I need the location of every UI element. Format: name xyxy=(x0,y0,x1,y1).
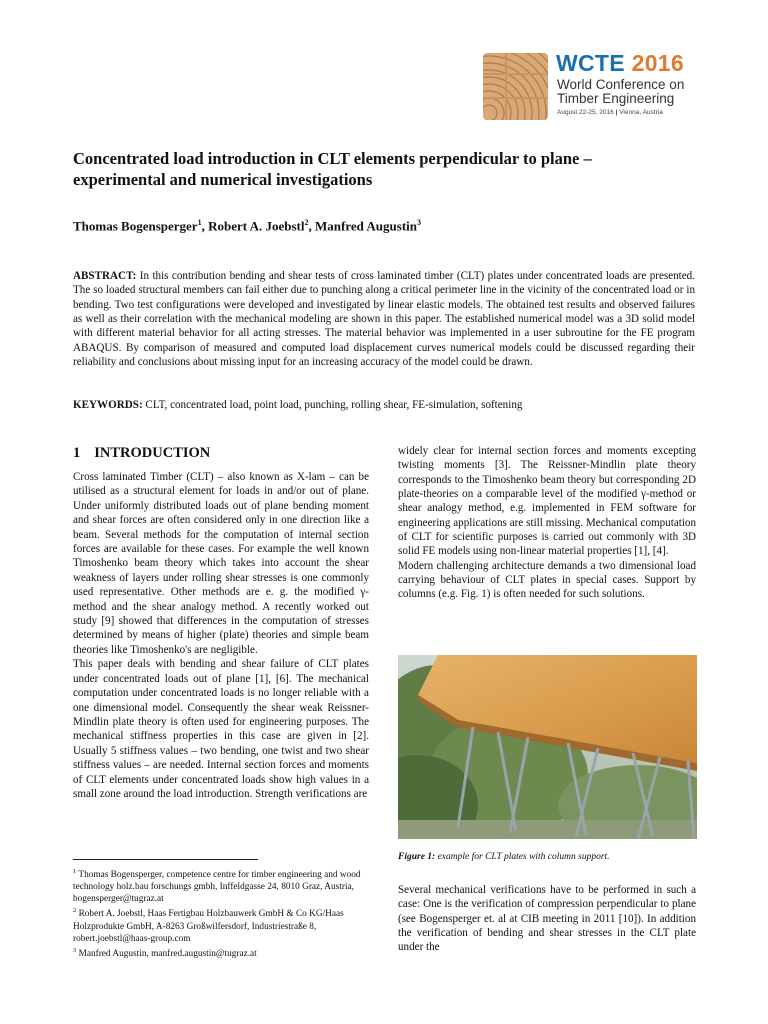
keywords: KEYWORDS: CLT, concentrated load, point load, punching, rolling shear, FE-simulation, softening xyxy=(73,399,523,411)
right-column xyxy=(398,444,696,602)
paragraph: This paper deals with bending and shear failure of CLT plates under concentrated loads out of plane [1], [6]. The mechanical computation under concentrated loads is no longer reliable with a one dimensional model. Consequently the shear weak Reissner-Mindlin plate theory is often used for engineering purposes. The mechanical stiffness properties in this case are given in [2]. Usually 5 stiffness values – two bending, one twist and two shear stiffness values – are needed. Internal section forces and moments of CLT elements under concentrated loads show high values in a small zone around the load introduction. Strength verifications are xyxy=(73,658,369,800)
logo-title: WCTE 2016 xyxy=(556,50,684,76)
paragraph: widely clear for internal section forces and moments excepting twisting moments [3]. The Reissner-Mindlin plate theory corresponds to the Timoshenko beam theory but corresponding 2D plate-theories on a comparable level of the modified γ-method or shear analogy method, e.g. implemented in FEM software for engineering applications are still missing. Mechanical computation of CLT for scientific purposes is carried out commonly with 3D solid FE models using non-linear material properties [1], [4]. xyxy=(398,445,696,558)
figure-1-photo xyxy=(398,655,697,839)
paragraph: Several mechanical verifications have to be performed in such a case: One is the verification of compression perpendicular to plane (see Bogensperger et. al at CIB meeting in 2011 [10]). In addition the verification of bending and shear stresses in the CLT plate under the xyxy=(398,884,696,954)
wcte-logo-icon xyxy=(483,53,548,120)
paragraph: Cross laminated Timber (CLT) – also known as X-lam – can be utilised as a structural element for loads in and/or out of plane. Under uniformly distributed loads out of plane bending moment and shear forces are often considered only in one direction like a beam. Several methods for the computation of internal section forces are available for these cases. For example the well known Timoshenko beam theory which takes into account the shear weakness of layers under rolling shear stresses is one commonly used representative. Other methods are e. g. the modified γ-method and the shear analogy method. A recently worked out study [9] showed that differences in the computation of stresses determined by means of higher (plate) theories and simple beam theories like Timoshenko's are negligible. xyxy=(73,471,369,656)
section-heading: 1 INTRODUCTION xyxy=(73,445,211,461)
footnote-1: $^1$ Thomas Bogensperger, competence centre for timber engineering and wood technology holz.bau forschungs gmbh, Inffeldgasse 24, 8010 Graz, Austria, bogensperger@tugraz.at xyxy=(73,868,361,905)
left-column xyxy=(73,470,369,801)
figure-1-caption: Figure 1: example for CLT plates with column support. xyxy=(398,852,610,862)
footnotes xyxy=(73,866,373,960)
logo-date: August 22-25, 2016 | Vienna, Austria xyxy=(557,109,663,116)
paper-title: Concentrated load introduction in CLT elements perpendicular to plane – experimental and numerical investigations xyxy=(73,149,592,189)
paragraph: Modern challenging architecture demands a two dimensional load carrying behaviour of CLT plates in special cases. Support by columns (e.g. Fig. 1) is often needed for such solutions. xyxy=(398,559,696,601)
abstract: ABSTRACT: In this contribution bending and shear tests of cross laminated timber (CLT) plates under concentrated loads are presented. The so loaded structural members can fail either due to punching along a critical perimeter line in the vicinity of the concentrated load or in bending. Two test configurations were developed and investigated by linear elastic models. The obtained test results and observed failures as well as their correlation with the mechanical modeling are shown in this paper. The established numerical model was a 3D solid model with different material behavior for all acting stresses. The material behavior was implemented in a user subroutine for the FE program ABAQUS. By comparison of measured and computed load displacement curves numerical models could be discussed regarding their reliability and conclusions about missing input for an increasing accuracy of the model could be drawn. xyxy=(73,270,695,369)
footnote-divider xyxy=(73,859,258,860)
footnote-2: $^2$ Robert A. Joebstl, Haas Fertigbau Holzbauwerk GmbH & Co KG/Haas Holzprodukte GmbH, A-8263 Großwilfersdorf, Industriestraße 8, robert.joebstl@haas-group.com xyxy=(73,907,344,944)
footnote-3: $^3$ Manfred Augustin, manfred.augustin@tugraz.at xyxy=(73,946,257,959)
logo-subtitle: World Conference on Timber Engineering xyxy=(557,77,685,106)
author-list: Thomas Bogensperger$^1$, Robert A. Joebstl$^2$, Manfred Augustin$^3$ xyxy=(73,218,421,234)
right-column-continued xyxy=(398,883,696,955)
